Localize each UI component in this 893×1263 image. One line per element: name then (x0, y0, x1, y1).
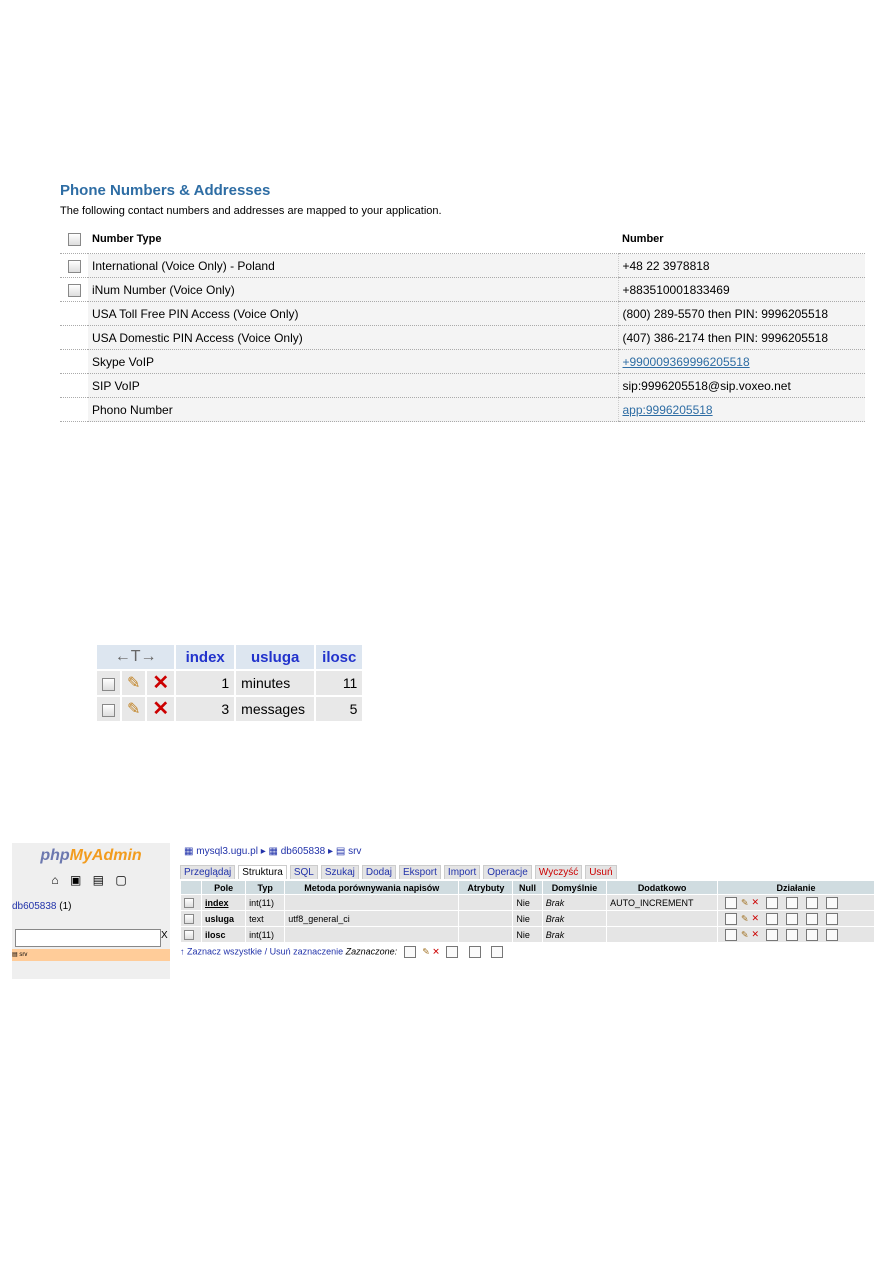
number-value: (407) 386-2174 then PIN: 9996205518 (622, 330, 828, 345)
structure-row (181, 911, 875, 927)
phone-row (60, 350, 865, 374)
edit-selected-icon[interactable]: ✎ (422, 946, 430, 957)
unique-selected-icon[interactable] (469, 946, 481, 958)
tab-sql[interactable]: SQL (290, 865, 318, 879)
phone-numbers-table (60, 225, 865, 422)
edit-icon[interactable]: ✎ (741, 896, 749, 907)
field-null: Nie (513, 895, 542, 911)
arrow-up-icon: ↑ (180, 946, 185, 957)
phone-row (60, 278, 865, 302)
edit-pencil-icon[interactable]: ✎ (127, 701, 141, 718)
number-type: USA Toll Free PIN Access (Voice Only) (88, 302, 618, 326)
query-window-icon[interactable]: ▢ (115, 873, 131, 887)
deselect-all-link[interactable]: Usuń zaznaczenie (269, 946, 344, 957)
browse-icon[interactable] (725, 913, 737, 925)
field-null: Nie (513, 927, 542, 943)
primary-key-icon[interactable] (766, 913, 778, 925)
number-type: iNum Number (Voice Only) (88, 278, 618, 302)
browse-selected-icon[interactable] (404, 946, 416, 958)
number-type: Skype VoIP (88, 350, 618, 374)
column-resize-arrows[interactable]: ←T→ (97, 645, 174, 669)
crumb-db[interactable]: db605838 (280, 846, 326, 857)
phone-row (60, 302, 865, 326)
primary-selected-icon[interactable] (446, 946, 458, 958)
row-checkbox[interactable] (68, 284, 81, 297)
number-link[interactable]: +990009369996205518 (622, 354, 750, 369)
phone-section-title: Phone Numbers & Addresses (60, 182, 271, 199)
number-type: SIP VoIP (88, 374, 618, 398)
col-number-type: Number Type (88, 225, 618, 254)
index-icon[interactable] (806, 929, 818, 941)
field-default: Brak (542, 927, 606, 943)
drop-icon[interactable]: ✕ (751, 928, 760, 939)
tab-search[interactable]: Szukaj (321, 865, 359, 879)
field-type: text (246, 911, 285, 927)
field-name: ilosc (202, 927, 246, 943)
number-type: International (Voice Only) - Poland (88, 254, 618, 278)
table-icon: ▤ (335, 846, 346, 857)
cell-usluga[interactable]: messages (236, 697, 314, 721)
index-selected-icon[interactable] (491, 946, 503, 958)
fulltext-icon[interactable] (826, 929, 838, 941)
cell-ilosc[interactable]: 11 (316, 671, 362, 695)
col-pole: Pole (202, 881, 246, 895)
cell-usluga[interactable]: minutes (236, 671, 314, 695)
col-number: Number (618, 225, 865, 254)
select-all-checkbox[interactable] (68, 233, 81, 246)
col-atrybuty: Atrybuty (459, 881, 513, 895)
clear-filter-button[interactable]: X (161, 930, 168, 941)
sidebar-table-srv[interactable]: ▤ srv (12, 949, 170, 961)
delete-icon[interactable]: ✕ (152, 697, 170, 720)
sql-query-icon[interactable]: ▣ (69, 873, 86, 887)
tab-empty[interactable]: Wyczyść (535, 865, 582, 879)
field-attributes (459, 911, 513, 927)
row-checkbox[interactable] (68, 260, 81, 273)
sidebar-db-link[interactable]: db605838 (12, 901, 57, 912)
field-type: int(11) (246, 895, 285, 911)
tab-operations[interactable]: Operacje (483, 865, 532, 879)
tab-browse[interactable]: Przeglądaj (180, 865, 235, 879)
edit-icon[interactable]: ✎ (741, 912, 749, 923)
fulltext-icon[interactable] (826, 913, 838, 925)
fulltext-icon[interactable] (826, 897, 838, 909)
number-value: +883510001833469 (622, 282, 730, 297)
col-index[interactable]: index (176, 645, 234, 669)
col-domyslnie: Domyślnie (542, 881, 606, 895)
number-value: +48 22 3978818 (622, 258, 710, 273)
phone-row (60, 374, 865, 398)
selected-label: Zaznaczone: (345, 946, 398, 957)
col-null: Null (513, 881, 542, 895)
col-ilosc[interactable]: ilosc (316, 645, 362, 669)
docs-icon[interactable]: ▤ (92, 873, 108, 887)
row-checkbox[interactable] (184, 914, 194, 924)
field-name: usluga (202, 911, 246, 927)
tab-insert[interactable]: Dodaj (362, 865, 396, 879)
col-dzialanie: Działanie (718, 881, 875, 895)
select-all-link[interactable]: Zaznacz wszystkie (187, 946, 263, 957)
number-type: Phono Number (88, 398, 618, 422)
structure-table (180, 880, 875, 943)
grid-row (97, 697, 362, 721)
drop-selected-icon[interactable]: ✕ (432, 946, 440, 957)
unique-icon[interactable] (786, 913, 798, 925)
tab-export[interactable]: Eksport (399, 865, 441, 879)
field-extra: AUTO_INCREMENT (607, 895, 718, 911)
bulk-actions: ↑ Zaznacz wszystkie / Usuń zaznaczenie Zaznaczone: ✎ ✕ (180, 946, 879, 958)
primary-key-icon[interactable] (766, 929, 778, 941)
cell-index[interactable]: 3 (176, 697, 234, 721)
unique-icon[interactable] (786, 897, 798, 909)
field-null: Nie (513, 911, 542, 927)
field-collation: utf8_general_ci (285, 911, 459, 927)
col-metoda: Metoda porównywania napisów (285, 881, 459, 895)
pma-sidebar (12, 843, 170, 979)
server-icon: ▦ (184, 846, 194, 857)
row-checkbox[interactable] (184, 898, 194, 908)
row-checkbox[interactable] (184, 930, 194, 940)
phone-numbers-section (60, 182, 865, 422)
table-icon: ▤ (12, 952, 20, 958)
delete-icon[interactable]: ✕ (152, 671, 170, 694)
grid-row (97, 671, 362, 695)
number-link[interactable]: app:9996205518 (622, 402, 713, 417)
col-dodatkowo: Dodatkowo (607, 881, 718, 895)
pma-tabs (180, 865, 879, 879)
row-checkbox[interactable] (102, 704, 115, 717)
crumb-table[interactable]: srv (348, 846, 362, 857)
cell-index[interactable]: 1 (176, 671, 234, 695)
number-value: (800) 289-5570 then PIN: 9996205518 (622, 306, 828, 321)
field-extra (607, 911, 718, 927)
tab-drop[interactable]: Usuń (585, 865, 616, 879)
cell-ilosc[interactable]: 5 (316, 697, 362, 721)
result-grid (95, 643, 364, 723)
structure-row (181, 895, 875, 911)
drop-icon[interactable]: ✕ (751, 896, 760, 907)
index-icon[interactable] (806, 897, 818, 909)
primary-key-icon[interactable] (766, 897, 778, 909)
sidebar-db-count: (1) (59, 901, 72, 912)
pma-logo[interactable]: phpMyAdmin (40, 847, 142, 864)
database-icon: ▦ (268, 846, 278, 857)
field-name: index (202, 895, 246, 911)
phone-row (60, 254, 865, 278)
col-typ: Typ (246, 881, 285, 895)
field-default: Brak (542, 911, 606, 927)
field-attributes (459, 895, 513, 911)
col-usluga[interactable]: usluga (236, 645, 314, 669)
field-attributes (459, 927, 513, 943)
field-collation (285, 895, 459, 911)
tab-structure[interactable]: Struktura (238, 865, 287, 879)
pma-main (180, 843, 879, 979)
number-type: USA Domestic PIN Access (Voice Only) (88, 326, 618, 350)
structure-row (181, 927, 875, 943)
table-filter-input[interactable] (15, 929, 161, 947)
index-icon[interactable] (806, 913, 818, 925)
tab-import[interactable]: Import (444, 865, 480, 879)
field-extra (607, 927, 718, 943)
unique-icon[interactable] (786, 929, 798, 941)
crumb-server[interactable]: mysql3.ugu.pl (196, 846, 258, 857)
number-value: sip:9996205518@sip.voxeo.net (622, 378, 791, 393)
phone-row (60, 326, 865, 350)
drop-icon[interactable]: ✕ (751, 912, 760, 923)
phone-row (60, 398, 865, 422)
field-collation (285, 927, 459, 943)
home-icon[interactable]: ⌂ (51, 873, 63, 887)
browse-icon[interactable] (725, 929, 737, 941)
breadcrumb: ▦ mysql3.ugu.pl ▸ ▦ db605838 ▸ ▤ srv (184, 846, 362, 857)
phone-section-subtitle: The following contact numbers and addresses are mapped to your application. (60, 205, 442, 217)
browse-icon[interactable] (725, 897, 737, 909)
edit-icon[interactable]: ✎ (741, 928, 749, 939)
row-checkbox[interactable] (102, 678, 115, 691)
field-default: Brak (542, 895, 606, 911)
field-type: int(11) (246, 927, 285, 943)
edit-pencil-icon[interactable]: ✎ (127, 675, 141, 692)
